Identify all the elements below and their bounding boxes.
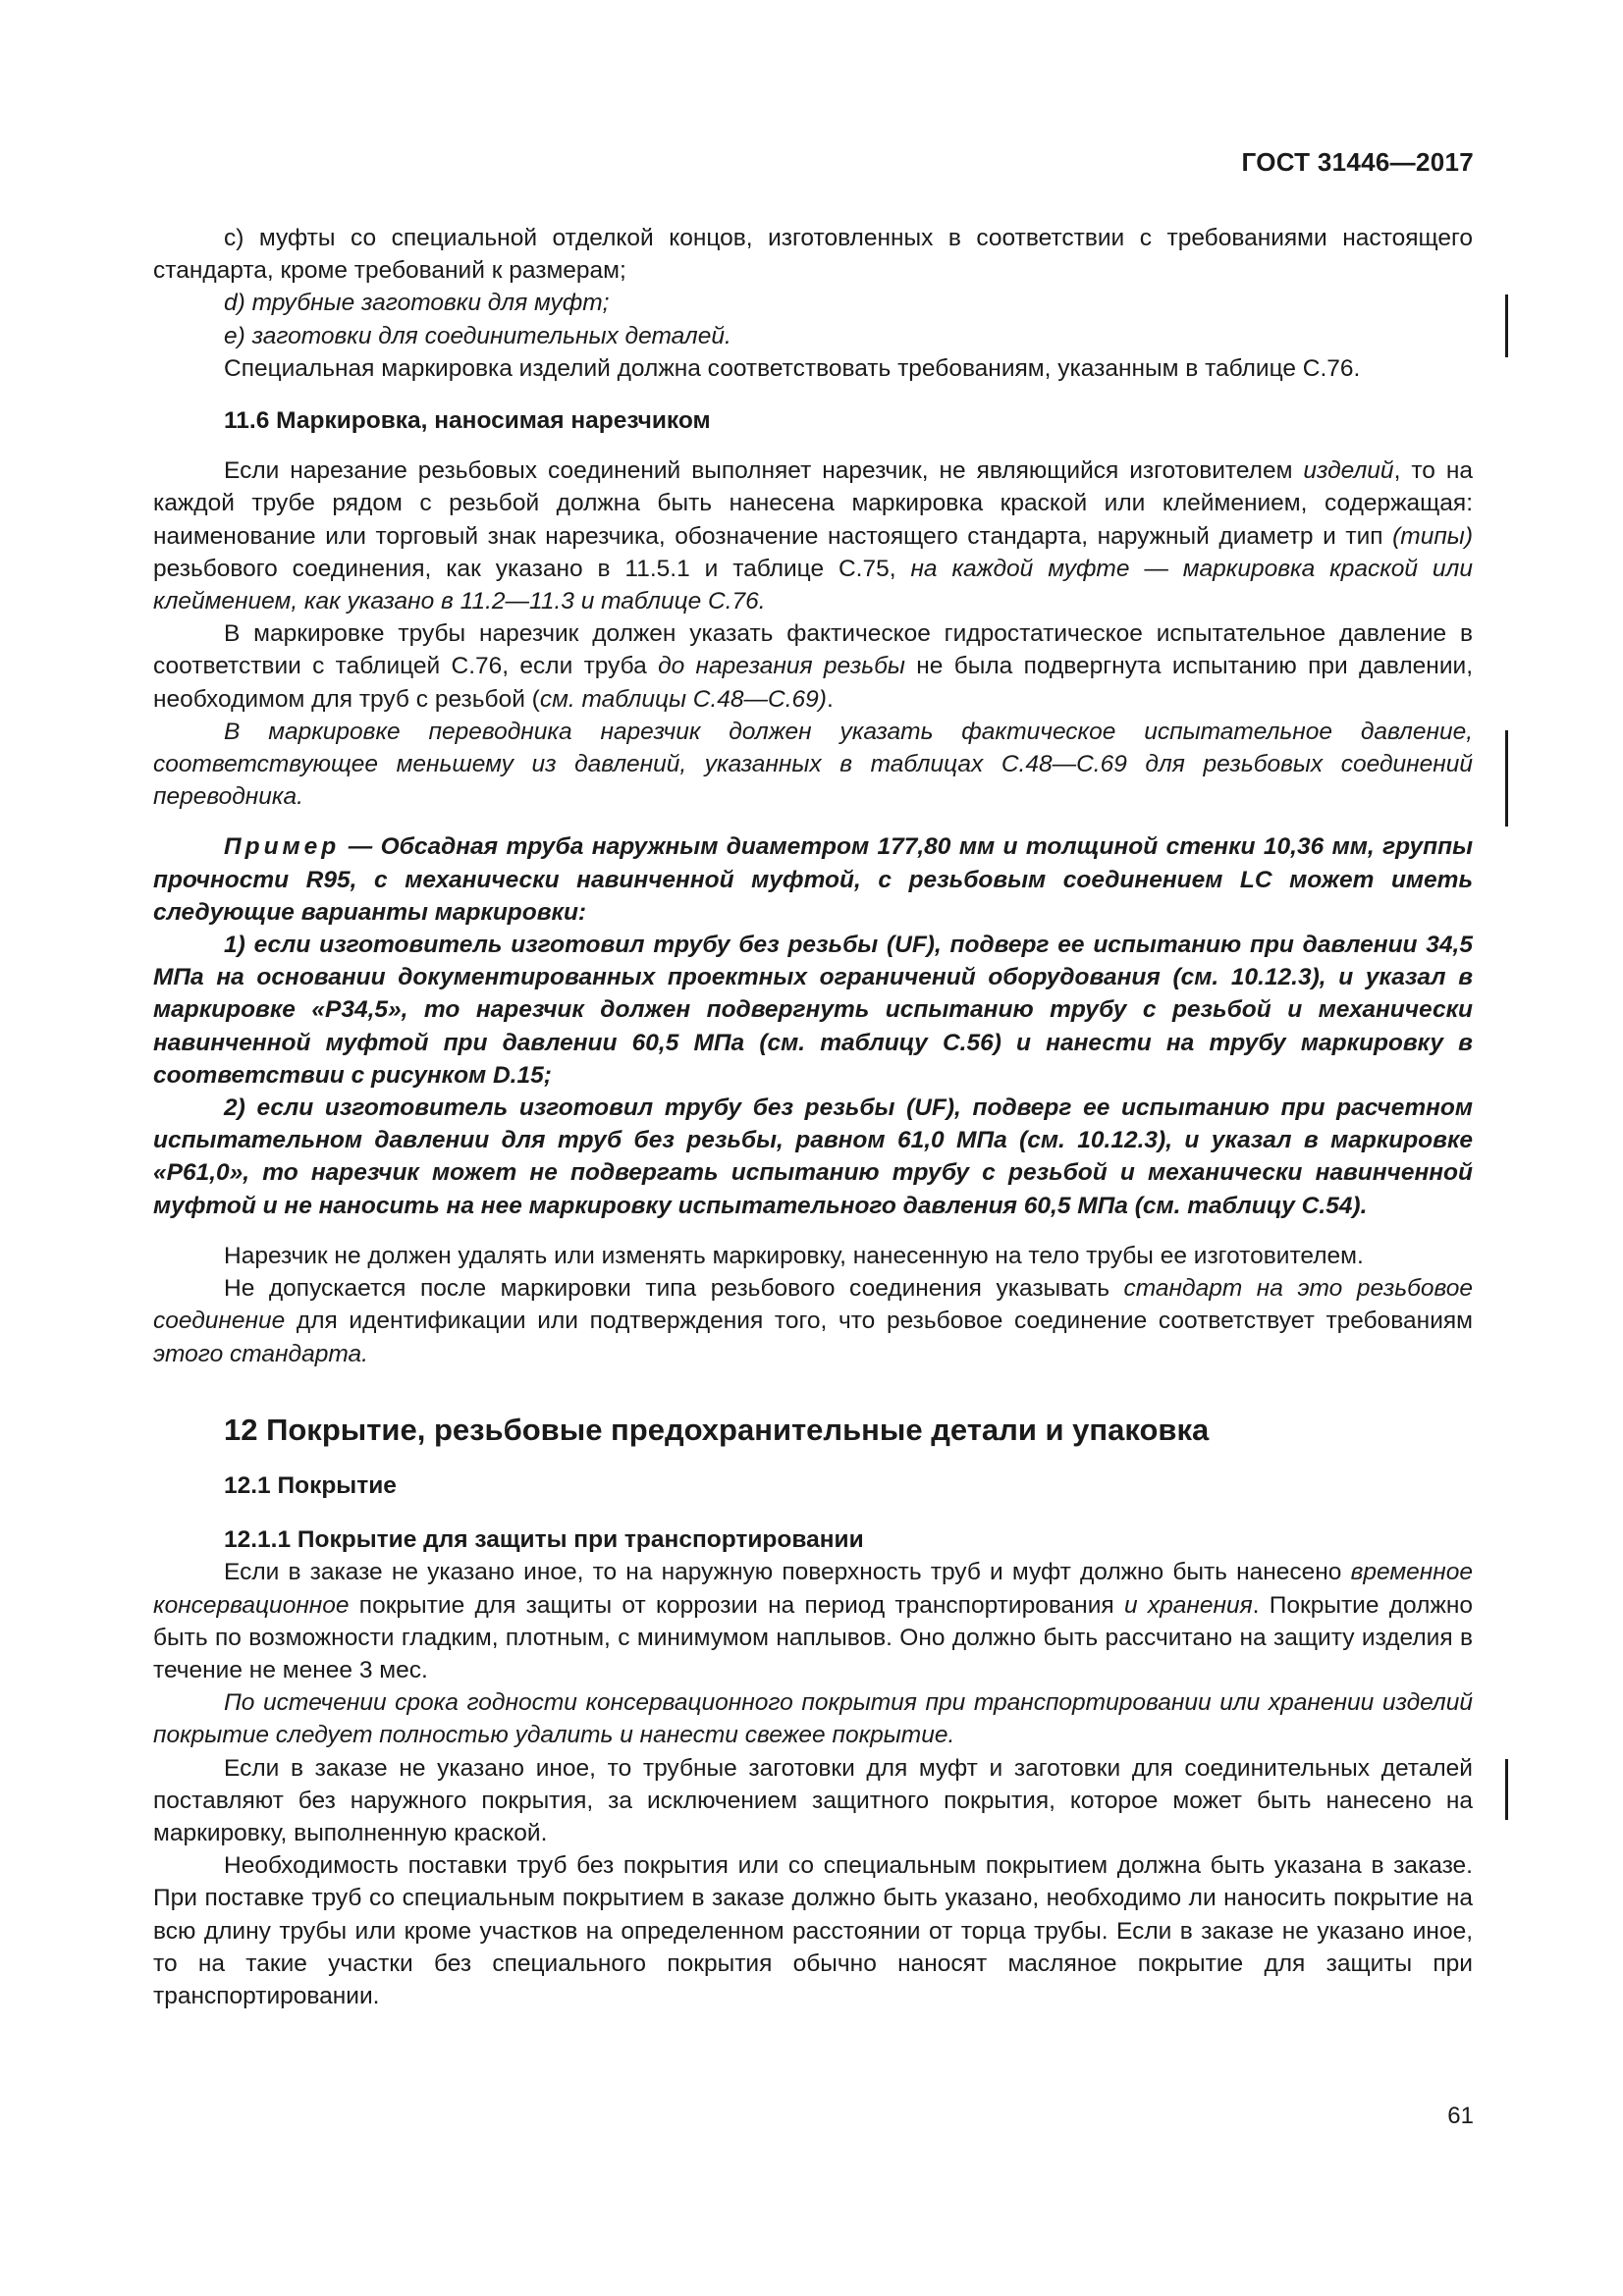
paragraph: В маркировке переводника нарезчик должен указать фактическое испытательное давление, соответствующее меньшему из давлений, указанных в таблицах С.48—С.69 для резьбовых соединений переводника. [153,718,1473,811]
section-11-6-title: 11.6 Маркировка, наносимая нарезчиком [224,407,711,435]
paragraph: По истечении срока годности консервационного покрытия при транспортировании или хранении изделий покрытие следует полностью удалить и нанести свежее покрытие. [153,1689,1473,1749]
special-marking-paragraph: Специальная маркировка изделий должна соответствовать требованиям, указанным в таблице С.76. [224,354,1361,382]
example-variant-1: 1) если изготовитель изготовил трубу без резьбы (UF), подверг ее испытанию при давлении 34,5 МПа на основании документированных проектных ограничений оборудования (см. 10.12.3), и указал в маркировке «Р34,5», то нарезчик должен подвергнуть испытанию трубу с резьбой и механически навинченной муфтой при давлении 60,5 МПа (см. таблицу С.56) и нанести на трубу маркировку в соответствии с рисунком D.15; [153,932,1473,1089]
list-item-d: d) трубные заготовки для муфт; [224,290,610,317]
paragraph: Если в заказе не указано иное, то на наружную поверхность труб и муфт должно быть нанесено временное консервационное покрытие для защиты от коррозии на период транспортирования и хранения. Покрытие должно быть по возможности гладким, плотным, с минимумом наплывов. Оно должно быть рассчитано на защиту изделия в течение не менее 3 мес. [153,1559,1473,1683]
section-12-1-title: 12.1 Покрытие [224,1471,397,1499]
paragraph: Нарезчик не должен удалять или изменять маркировку, нанесенную на тело трубы ее изготовителем. [224,1242,1364,1269]
example-block [153,830,1473,1221]
page-number: 61 [1447,2103,1474,2129]
section-12-1-1-title: 12.1.1 Покрытие для защиты при транспортировании [224,1526,864,1554]
list-item-e: e) заготовки для соединительных деталей. [224,322,731,349]
paragraph: Если в заказе не указано иное, то трубные заготовки для муфт и заготовки для соединительных деталей поставляют без наружного покрытия, за исключением защитного покрытия, которое может быть нанесено на маркировку, выполненную краской. [153,1754,1473,1846]
paragraph: Если нарезание резьбовых соединений выполняет нарезчик, не являющийся изготовителем изделий, то на каждой трубе рядом с резьбой должна быть нанесена маркировка краской или клеймением, содержащая: наименование или торговый знак нарезчика, обозначение настоящего стандарта, наружный диаметр и тип (типы) резьбового соединения, как указано в 11.5.1 и таблице С.75, на каждой муфте — маркировка краской или клеймением, как указано в 11.2—11.3 и таблице С.76. [153,457,1474,615]
section-12-title: 12 Покрытие, резьбовые предохранительные детали и упаковка [224,1412,1210,1447]
list-item-c: c) муфты со специальной отделкой концов, изготовленных в соответствии с требованиями настоящего стандарта, кроме требований к размерам; [153,225,1473,285]
document-header: ГОСТ 31446—2017 [1241,147,1474,177]
paragraph: В маркировке трубы нарезчик должен указать фактическое гидростатическое испытательное давление в соответствии с таблицей С.76, если труба до нарезания резьбы не была подвергнута испытанию при давлении, необходимом для труб с резьбой (см. таблицы С.48—С.69). [153,620,1474,713]
paragraph: Не допускается после маркировки типа резьбового соединения указывать стандарт на это резьбовое соединение для идентификации или подтверждения того, что резьбовое соединение соответствует требованиям этого стандарта. [153,1275,1473,1367]
example-intro: Пример — Обсадная труба наружным диаметром 177,80 мм и толщиной стенки 10,36 мм, группы прочности R95, с механически навинченной муфтой, с резьбовым соединением LC может иметь следующие варианты маркировки: [153,833,1473,926]
change-bar [1505,1759,1508,1820]
paragraph: Необходимость поставки труб без покрытия или со специальным покрытием должна быть указана в заказе. При поставке труб со специальным покрытием в заказе должно быть указано, необходимо ли наносить покрытие на всю длину трубы или кроме участков на определенном расстоянии от торца трубы. Если в заказе не указано иное, то на такие участки без специального покрытия обычно наносят масляное покрытие для защиты при транспортировании. [153,1852,1473,2009]
document-body [153,222,1473,2012]
change-bar [1505,730,1508,827]
change-bar [1505,294,1508,357]
example-variant-2: 2) если изготовитель изготовил трубу без резьбы (UF), подверг ее испытанию при расчетном испытательном давлении для труб без резьбы, равном 61,0 МПа (см. 10.12.3), и указал в маркировке «Р61,0», то нарезчик может не подвергать испытанию трубу с резьбой и механически навинченной муфтой и не наносить на нее маркировку испытательного давления 60,5 МПа (см. таблицу С.54). [153,1095,1473,1219]
